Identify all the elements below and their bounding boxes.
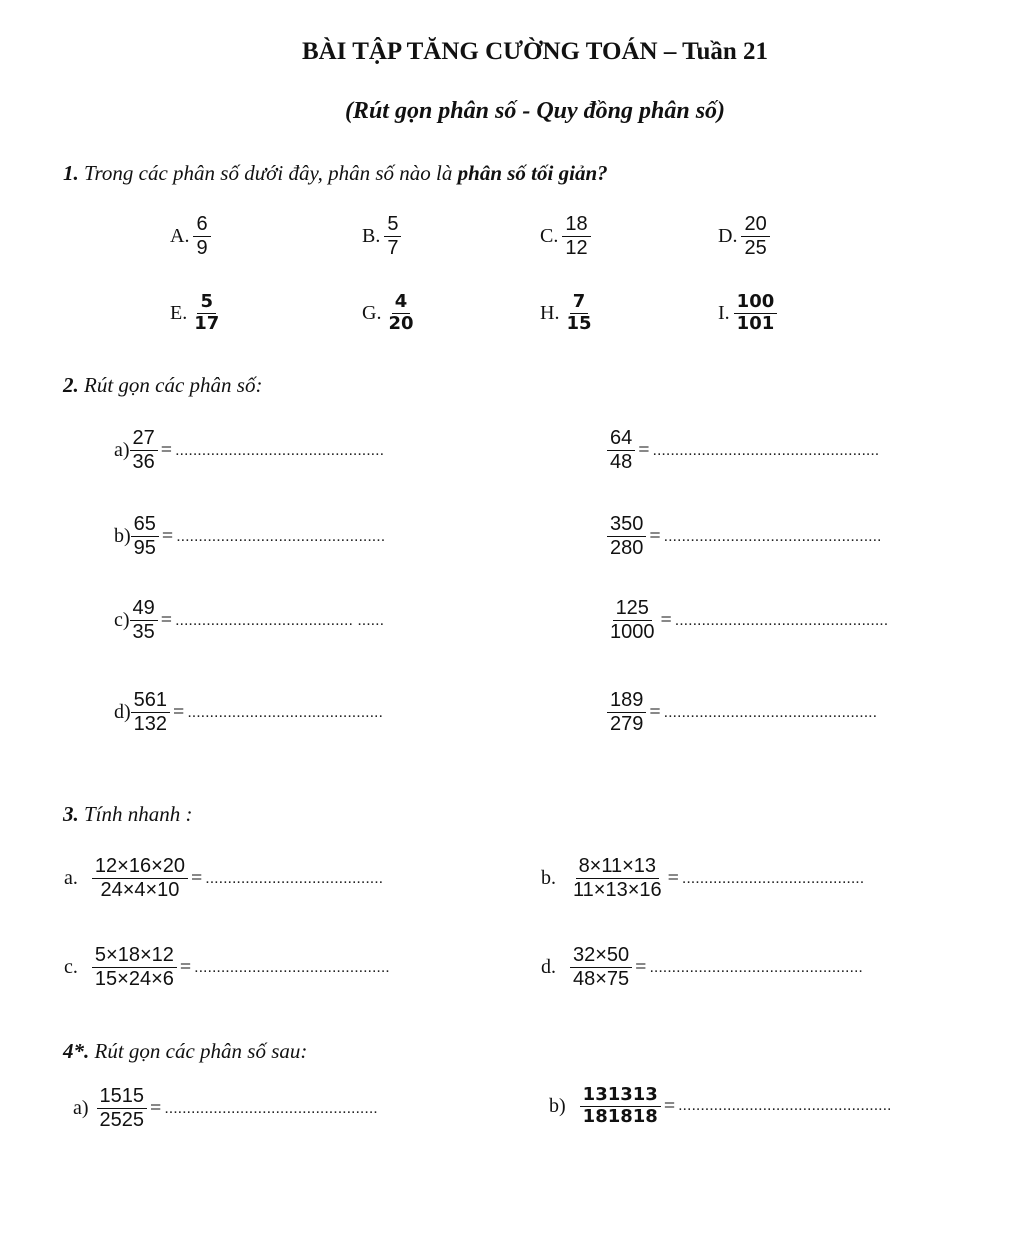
equals-sign: = [649,525,661,547]
item-label: d. [541,956,556,978]
answer-line[interactable]: ................................................ [164,1099,378,1117]
answer-line[interactable]: ................................................ [663,703,878,721]
q3-item-d [541,945,863,990]
option-label: E. [170,301,188,324]
item-label: c) [114,609,130,631]
fraction: $\frac{20}{25}$ [741,214,769,259]
q2-item-c-right [607,598,888,643]
q2-text: Rút gọn các phân số: [84,373,263,397]
q4-item-a [73,1086,378,1131]
fraction: $\frac{100}{101}$ [734,293,778,334]
answer-line[interactable]: ............................................ [194,958,390,976]
answer-line[interactable]: ......................................... [681,869,865,887]
q1-option-h[interactable] [540,293,595,334]
fraction: $\frac{8\times 11\times 13}{11\times 13\times 16}$ [573,855,662,901]
equals-sign: = [160,439,173,461]
q1-option-b[interactable] [362,214,401,259]
q1-option-d[interactable] [718,214,770,259]
fraction: $\frac{7}{15}$ [566,291,592,334]
q4-item-b [549,1086,891,1127]
q1-option-i[interactable] [718,293,777,334]
equals-sign: = [663,1094,676,1117]
item-label: b. [541,867,556,889]
equals-sign: = [635,956,647,978]
equals-sign: = [638,439,650,461]
fraction: $\frac{5}{7}$ [384,214,401,259]
q1-heading [63,161,608,186]
fraction: $\frac{18}{12}$ [562,214,590,259]
fraction: $\frac{350}{280}$ [607,514,646,559]
fraction: $\frac{5}{17}$ [194,291,220,334]
item-label: c. [64,956,78,978]
fraction: $\frac{189}{279}$ [607,690,646,735]
q3-number: 3. [63,802,79,826]
option-label: D. [718,225,738,247]
option-label: C. [540,225,559,247]
equals-sign: = [173,701,185,723]
q3-item-a [64,856,383,901]
fraction: $\frac{561}{132}$ [131,690,170,735]
equals-sign: = [160,609,173,631]
q2-item-d-right [607,690,877,735]
answer-line[interactable]: ................................................ [649,958,863,976]
answer-line[interactable]: ................................................. [663,527,882,545]
q2-item-d [114,690,383,735]
fraction: $\frac{49}{35}$ [130,598,158,643]
answer-line[interactable]: ............................................... [176,527,386,545]
q1-text: Trong các phân số dưới đây, phân số nào là [84,161,453,185]
page-title: BÀI TẬP TĂNG CƯỜNG TOÁN – Tuần 21 [301,38,769,65]
q2-item-b-right [607,514,881,559]
option-label: I. [718,301,730,324]
q1-option-c[interactable] [540,214,591,259]
option-label: B. [362,225,381,247]
item-label: a) [73,1097,89,1119]
q1-option-g[interactable] [362,293,417,334]
answer-line[interactable]: ............................................... [175,441,385,459]
item-label: a. [64,867,78,889]
item-label: d) [114,701,131,723]
q1-emphasis: phân số tối giản? [457,161,608,185]
q2-heading [63,373,262,398]
answer-line[interactable]: ............................................ [187,703,383,721]
fraction: $\frac{27}{36}$ [130,428,158,473]
equals-sign: = [660,609,672,631]
fraction: $\frac{4}{20}$ [388,291,414,334]
answer-line[interactable]: ................................................ [674,611,889,629]
item-label: b) [114,525,131,547]
fraction: $\frac{131313}{181818}$ [580,1086,661,1127]
fraction: $\frac{5\times 18\times 12}{15\times 24\times 6}$ [92,945,177,990]
answer-line[interactable]: ................................................ [678,1097,892,1115]
page-subtitle: (Rút gọn phân số - Quy đồng phân số) [344,98,726,124]
answer-line[interactable]: ........................................ ...... [175,611,385,629]
q1-option-e[interactable] [170,293,222,334]
item-label: a) [114,439,130,461]
q3-text: Tính nhanh : [84,802,193,826]
q2-item-a [114,428,384,473]
fraction: $\frac{32\times 50}{48\times 75}$ [570,945,632,990]
answer-line[interactable]: ................................................... [652,441,880,459]
q4-heading [63,1039,307,1064]
fraction: $\frac{65}{95}$ [131,514,159,559]
q3-item-b [541,856,864,901]
q4-text: Rút gọn các phân số sau: [94,1039,308,1063]
answer-line[interactable]: ........................................ [205,869,384,887]
option-label: G. [362,301,382,324]
equals-sign: = [191,867,203,889]
q2-item-c [114,598,384,643]
fraction: $\frac{125}{1000}$ [610,597,655,643]
q4-number: 4*. [63,1039,90,1063]
fraction: $\frac{64}{48}$ [607,428,635,473]
q2-item-a-right [607,428,879,473]
option-label: H. [540,301,560,324]
fraction: $\frac{6}{9}$ [193,214,210,259]
equals-sign: = [667,867,679,889]
q1-number: 1. [63,161,79,185]
q3-heading [63,802,193,827]
equals-sign: = [179,956,192,978]
q2-item-b [114,514,385,559]
q2-number: 2. [63,373,79,397]
q3-item-c [64,945,390,990]
equals-sign: = [161,525,174,547]
equals-sign: = [150,1097,162,1119]
equals-sign: = [649,701,661,723]
option-label: A. [170,225,190,247]
fraction: $\frac{12\times 16\times 20}{24\times 4\times 10}$ [92,856,188,901]
item-label: b) [549,1094,566,1117]
q1-option-a[interactable] [170,214,211,259]
fraction: $\frac{1515}{2525}$ [97,1086,148,1131]
